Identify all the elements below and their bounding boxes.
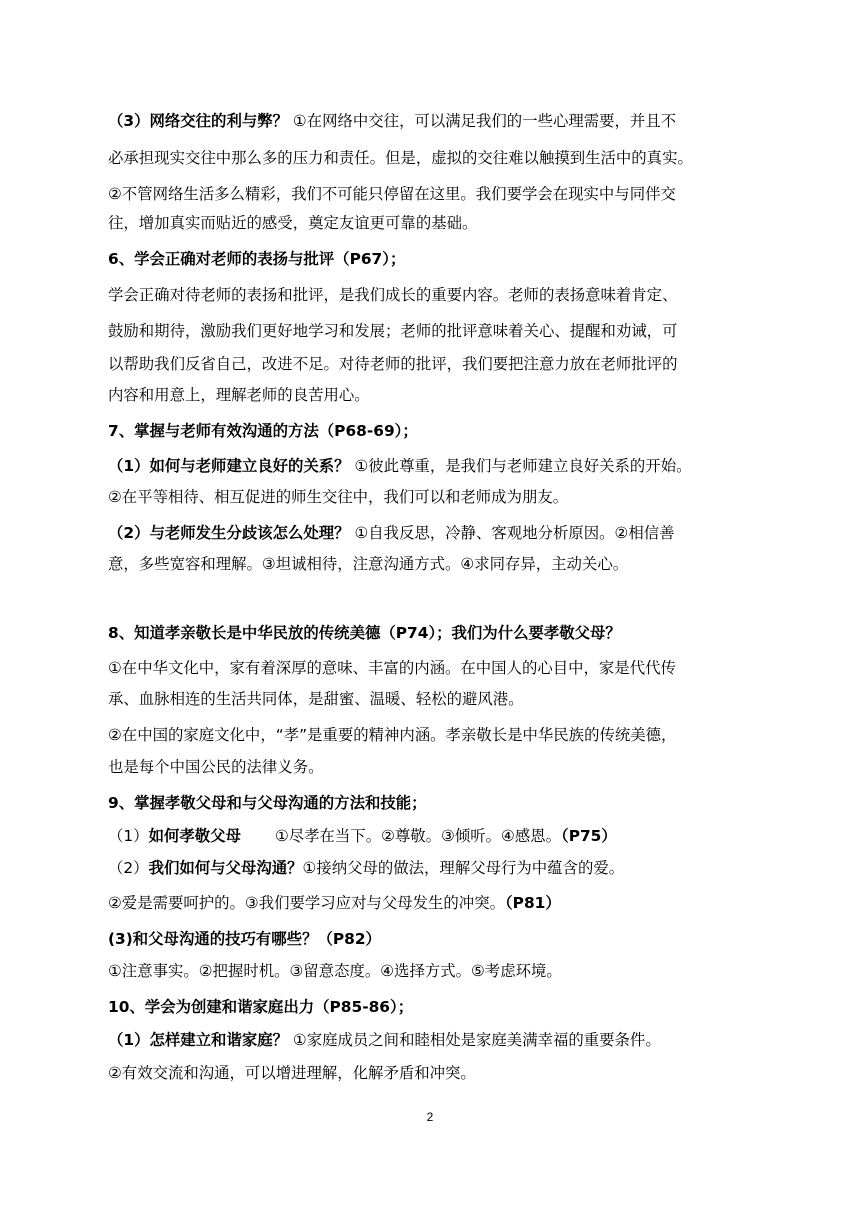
question-label: 我们如何与父母沟通？ [148,859,303,877]
answer-text: ①接纳父母的做法，理解父母行为中蕴含的爱。 [302,859,625,877]
text-line: ②在中国的家庭文化中，“孝”是重要的精神内涵。孝亲敬长是中华民族的传统美德， [108,726,677,744]
text-line: ②有效交流和沟通，可以增进理解，化解矛盾和冲突。 [108,1064,476,1082]
text-line: 往，增加真实而贴近的感受，奠定友谊更可靠的基础。 [108,214,478,232]
text-line: 鼓励和期待，激励我们更好地学习和发展；老师的批评意味着关心、提醒和劝诫，可 [108,322,678,340]
text-line: 必承担现实交往中那么多的压力和责任。但是，虚拟的交往难以触摸到生活中的真实。 [108,149,693,167]
text-line: ①在中华文化中，家有着深厚的意味、丰富的内涵。在中国人的心目中，家是代代传 [108,659,676,677]
text-line [108,111,758,131]
section-heading-7: 7、掌握与老师有效沟通的方法（P68-69）； [108,422,418,440]
text-line: ①注意事实。②把握时机。③留意态度。④选择方式。⑤考虑环境。 [108,962,562,980]
text-line [108,858,758,878]
question-label: (3)和父母沟通的技巧有哪些？ [108,930,318,948]
question-label: 如何孝敬父母 [148,827,241,845]
answer-text: ①尽孝在当下。②尊敬。③倾听。④感恩。 [274,827,561,845]
item-number: （2） [108,859,149,877]
text-line: 意，多些宽容和理解。③坦诚相待，注意沟通方式。④求同存异，主动关心。 [108,555,629,573]
question-label: （3）网络交往的利与弊？ [108,112,289,130]
text-line: 也是每个中国公民的法律义务。 [108,758,324,776]
page-reference: （P81） [504,894,561,912]
text-line [108,826,758,846]
answer-text: ①家庭成员之间和睦相处是家庭美满幸福的重要条件。 [292,1031,661,1049]
page-reference: （P82） [317,930,381,948]
page-reference: （P75） [561,827,617,845]
section-heading-9: 9、掌握孝敬父母和与父母沟通的方法和技能； [108,794,427,812]
text-line [108,929,758,949]
answer-text: ①自我反思，冷静、客观地分析原因。②相信善 [354,524,675,542]
question-label: （2）与老师发生分歧该怎么处理？ [108,524,350,542]
text-line: ②不管网络生活多么精彩，我们不可能只停留在这里。我们要学会在现实中与同伴交 [108,185,676,203]
text-line: 学会正确对待老师的表扬和批评，是我们成长的重要内容。老师的表扬意味着肯定、 [108,286,678,304]
section-heading-6: 6、学会正确对老师的表扬与批评（P67）； [108,250,406,268]
text-line: 内容和用意上，理解老师的良苦用心。 [108,386,370,404]
answer-text: ①彼此尊重，是我们与老师建立良好关系的开始。 [354,457,692,475]
section-heading-8: 8、知道孝亲敬长是中华民放的传统美德（P74）；我们为什么要孝敬父母？ [108,624,621,642]
page-number: 2 [426,1110,434,1124]
text-line [108,456,758,476]
text-line [108,893,758,913]
text-line: 承、血脉相连的生活共同体，是甜蜜、温暖、轻松的避风港。 [108,690,524,708]
section-heading-10: 10、学会为创建和谐家庭出力（P85-86）； [108,998,414,1016]
text-line: ②在平等相待、相互促进的师生交往中，我们可以和老师成为朋友。 [108,488,569,506]
item-number: （1） [108,827,149,845]
text-line [108,1030,758,1050]
text-line [108,523,758,543]
answer-text: ②爱是需要呵护的。③我们要学习应对与父母发生的冲突。 [108,894,505,912]
text-line: 以帮助我们反省自己，改进不足。对待老师的批评，我们要把注意力放在老师批评的 [108,355,678,373]
question-label: （1）如何与老师建立良好的关系？ [108,457,350,475]
question-label: （1）怎样建立和谐家庭？ [108,1031,289,1049]
answer-text: ①在网络中交往，可以满足我们的一些心理需要，并且不 [292,112,677,130]
